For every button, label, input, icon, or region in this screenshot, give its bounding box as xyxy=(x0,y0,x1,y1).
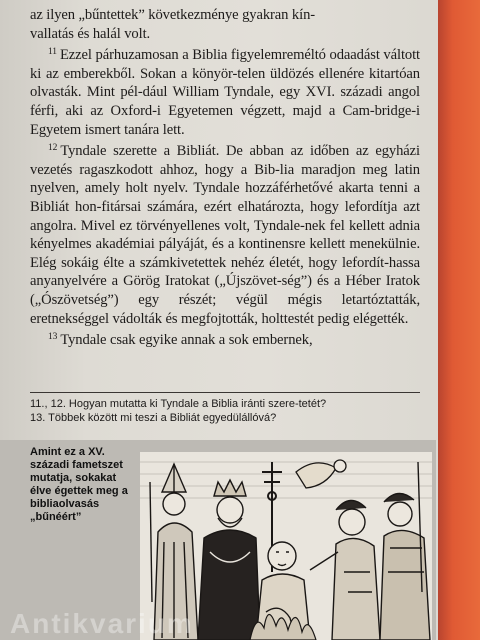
question-11-12: 11., 12. Hogyan mutatta ki Tyndale a Biblia iránti szere-tetét? xyxy=(30,398,327,410)
watermark: Antikvarium xyxy=(10,608,194,639)
intro-line-1: az ilyen „bűntettek” következménye gyakran kín- xyxy=(30,7,316,23)
paragraph-number-11: 11 xyxy=(48,47,57,58)
paragraph-11-text: Ezzel párhuzamosan a Biblia figyelemreméltó odaadást váltott ki az emberekből. Sokan a könyör-telen üldözés ellenére kitartóan olvasták. Mint pél-dául William Tyndale, egy XVI. századi angol férfi, aki az Oxford-i Egyetemen végzett, majd a Cam-bridge-i Egyetem ismert tanára lett. xyxy=(30,47,420,138)
paragraph-12 xyxy=(30,139,420,328)
study-questions xyxy=(30,398,422,426)
paragraph-12-text: Tyndale szerette a Bibliát. De abban az időben az egyházi vezetés ragaszkodott ahhoz, hogy a Bib-lia maradjon meg latin nyelven, amely holt nyelv. Tyndale hozzáférhetővé akarta tenni a Bibliát hon-fitársai számára, ezért elhatározta, hogy lefordítja azt angolra. Mivel ez törvényellenes volt, Tyndale-nek fel kellett adnia kényelmes akadémiai pályáját, és a kontinensre kellett menekülnie. Elég sokáig élte a számkivetettek nehéz életét, hogy lefordít-hassa anyanyelvére a Görög Iratokat („Újszövet-ség”) és a Héber Iratok („Ószövetség”) egy részét; végül mégis letartóztatták, eretnekséggel vádolták és megfojtották, holttestét pedig elégették. xyxy=(30,143,420,327)
questions-divider xyxy=(30,392,420,393)
paragraph-number-13: 13 xyxy=(48,332,58,343)
paragraph-11 xyxy=(30,43,420,139)
paragraph-13 xyxy=(30,328,420,350)
intro-line-2: vallatás és halál volt. xyxy=(30,25,151,42)
red-edge-strip xyxy=(438,0,480,640)
paragraph-13-text: Tyndale csak egyike annak a sok embernek, xyxy=(60,332,313,349)
question-13: 13. Többek között mi teszi a Bibliát egyedülállóvá? xyxy=(30,412,277,425)
paragraph-number-12: 12 xyxy=(48,143,58,154)
body-text xyxy=(30,6,420,350)
figure-caption: Amint ez a XV. századi fametszet mutatja, sokakat élve égettek meg a bibliaolvasás „bűnéért” xyxy=(30,446,128,523)
